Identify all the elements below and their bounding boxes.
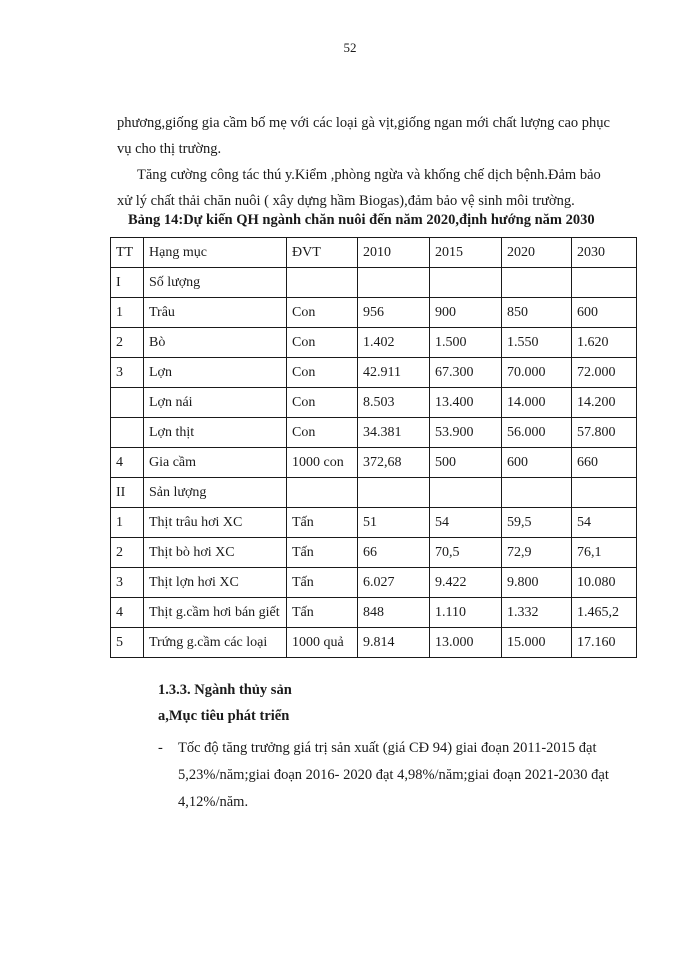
table-cell: 1000 con — [287, 448, 358, 478]
table-cell — [430, 478, 502, 508]
table-cell: 34.381 — [358, 418, 430, 448]
table-cell: 54 — [572, 508, 637, 538]
table-cell: 1.402 — [358, 328, 430, 358]
page-number: 52 — [343, 40, 357, 55]
table-cell — [572, 268, 637, 298]
table-row — [111, 328, 637, 358]
table-row — [111, 568, 637, 598]
table-cell: Con — [287, 388, 358, 418]
table-cell: Lợn — [144, 358, 287, 388]
header-cell: 2010 — [358, 238, 430, 268]
table-cell: 1.550 — [502, 328, 572, 358]
table-cell: 372,68 — [358, 448, 430, 478]
table-cell: Con — [287, 418, 358, 448]
table-cell: 600 — [502, 448, 572, 478]
table-cell: 1.332 — [502, 598, 572, 628]
table-header-row — [111, 238, 637, 268]
table-cell: 848 — [358, 598, 430, 628]
table-cell: 14.000 — [502, 388, 572, 418]
table-cell: Tấn — [287, 508, 358, 538]
table-cell — [111, 388, 144, 418]
table-cell: Số lượng — [144, 268, 287, 298]
table-cell: Thịt trâu hơi XC — [144, 508, 287, 538]
table-cell — [111, 418, 144, 448]
table-cell: Sản lượng — [144, 478, 287, 508]
table-row — [111, 298, 637, 328]
bullet-item — [158, 735, 628, 816]
section-heading: 1.3.3. Ngành thủy sản — [158, 682, 292, 698]
table-row — [111, 358, 637, 388]
table-cell: Thịt bò hơi XC — [144, 538, 287, 568]
table-cell: 10.080 — [572, 568, 637, 598]
table-cell — [358, 268, 430, 298]
table-row — [111, 448, 637, 478]
table-cell: I — [111, 268, 144, 298]
table-cell: 14.200 — [572, 388, 637, 418]
paragraph: Tăng cường công tác thú y.Kiểm ,phòng ngừa và khống chế dịch bệnh.Đảm bảo xử lý chất thải chăn nuôi ( xây dựng hầm Biogas),đảm bảo vệ sinh môi trường. — [117, 167, 601, 209]
table-cell: 2 — [111, 538, 144, 568]
table-cell: 54 — [430, 508, 502, 538]
table-row — [111, 598, 637, 628]
table-cell: 3 — [111, 358, 144, 388]
table-cell: 5 — [111, 628, 144, 658]
table-cell: 4 — [111, 598, 144, 628]
subsection-heading: a,Mục tiêu phát triển — [158, 708, 290, 724]
table-cell: 72,9 — [502, 538, 572, 568]
table-cell: 13.400 — [430, 388, 502, 418]
table-cell: 900 — [430, 298, 502, 328]
table-cell — [287, 478, 358, 508]
table-cell: 57.800 — [572, 418, 637, 448]
table-cell: 67.300 — [430, 358, 502, 388]
header-cell: TT — [111, 238, 144, 268]
table-cell: Con — [287, 328, 358, 358]
bullet-text: Tốc độ tăng trưởng giá trị sản xuất (giá CĐ 94) giai đoạn 2011-2015 đạt 5,23%/năm;giai đoạn 2016- 2020 đạt 4,98%/năm;giai đoạn 2021-2030 đạt 4,12%/năm. — [178, 740, 609, 810]
table-cell: 1.110 — [430, 598, 502, 628]
table-cell: 8.503 — [358, 388, 430, 418]
table-cell: Lợn thịt — [144, 418, 287, 448]
table-row — [111, 268, 637, 298]
table-cell — [502, 478, 572, 508]
table-row — [111, 628, 637, 658]
table-cell: 13.000 — [430, 628, 502, 658]
table-cell: 66 — [358, 538, 430, 568]
table-cell: 1000 quả — [287, 628, 358, 658]
header-cell: ĐVT — [287, 238, 358, 268]
table-cell: 500 — [430, 448, 502, 478]
header-cell: 2015 — [430, 238, 502, 268]
table-cell: 42.911 — [358, 358, 430, 388]
table-cell: Tấn — [287, 568, 358, 598]
table-cell: 4 — [111, 448, 144, 478]
table-cell: 1.500 — [430, 328, 502, 358]
table-caption: Bảng 14:Dự kiến QH ngành chăn nuôi đến năm 2020,định hướng năm 2030 — [128, 212, 595, 228]
table-cell: 17.160 — [572, 628, 637, 658]
paragraph: phương,giống gia cầm bố mẹ với các loại gà vịt,giống ngan mới chất lượng cao phục vụ cho thị trường. — [117, 115, 610, 157]
table-cell: Con — [287, 358, 358, 388]
table-cell: 6.027 — [358, 568, 430, 598]
table-cell: 76,1 — [572, 538, 637, 568]
table-row — [111, 538, 637, 568]
table-cell — [430, 268, 502, 298]
header-cell: 2030 — [572, 238, 637, 268]
table-cell: 51 — [358, 508, 430, 538]
table-cell: Bò — [144, 328, 287, 358]
table-cell — [502, 268, 572, 298]
table-cell: 53.900 — [430, 418, 502, 448]
table-cell: Thịt g.cầm hơi bán giết — [144, 598, 287, 628]
table-cell: 850 — [502, 298, 572, 328]
table-cell: 1.465,2 — [572, 598, 637, 628]
table-cell: 3 — [111, 568, 144, 598]
table-cell: 600 — [572, 298, 637, 328]
table-cell: 70,5 — [430, 538, 502, 568]
table-cell: 9.422 — [430, 568, 502, 598]
livestock-plan-table — [110, 237, 637, 658]
table-cell: 59,5 — [502, 508, 572, 538]
table-cell: Trâu — [144, 298, 287, 328]
table-row — [111, 418, 637, 448]
table-row — [111, 508, 637, 538]
table-cell: 1 — [111, 298, 144, 328]
table-cell: Gia cầm — [144, 448, 287, 478]
table-row — [111, 388, 637, 418]
table-cell: Tấn — [287, 538, 358, 568]
table-cell: 956 — [358, 298, 430, 328]
bullet-marker: - — [158, 740, 163, 756]
table-cell: 660 — [572, 448, 637, 478]
table-cell: 70.000 — [502, 358, 572, 388]
table-cell — [572, 478, 637, 508]
table-cell: Tấn — [287, 598, 358, 628]
table-cell: 9.800 — [502, 568, 572, 598]
table-cell: 56.000 — [502, 418, 572, 448]
header-cell: 2020 — [502, 238, 572, 268]
table-cell: 2 — [111, 328, 144, 358]
table-row — [111, 478, 637, 508]
table-cell: Trứng g.cầm các loại — [144, 628, 287, 658]
table-cell: Lợn nái — [144, 388, 287, 418]
table-cell: Con — [287, 298, 358, 328]
table-cell: 9.814 — [358, 628, 430, 658]
table-cell: 72.000 — [572, 358, 637, 388]
table-cell — [287, 268, 358, 298]
table-cell: II — [111, 478, 144, 508]
table-cell: 1.620 — [572, 328, 637, 358]
table-cell: Thịt lợn hơi XC — [144, 568, 287, 598]
header-cell: Hạng mục — [144, 238, 287, 268]
table-cell: 15.000 — [502, 628, 572, 658]
table-cell: 1 — [111, 508, 144, 538]
table-cell — [358, 478, 430, 508]
